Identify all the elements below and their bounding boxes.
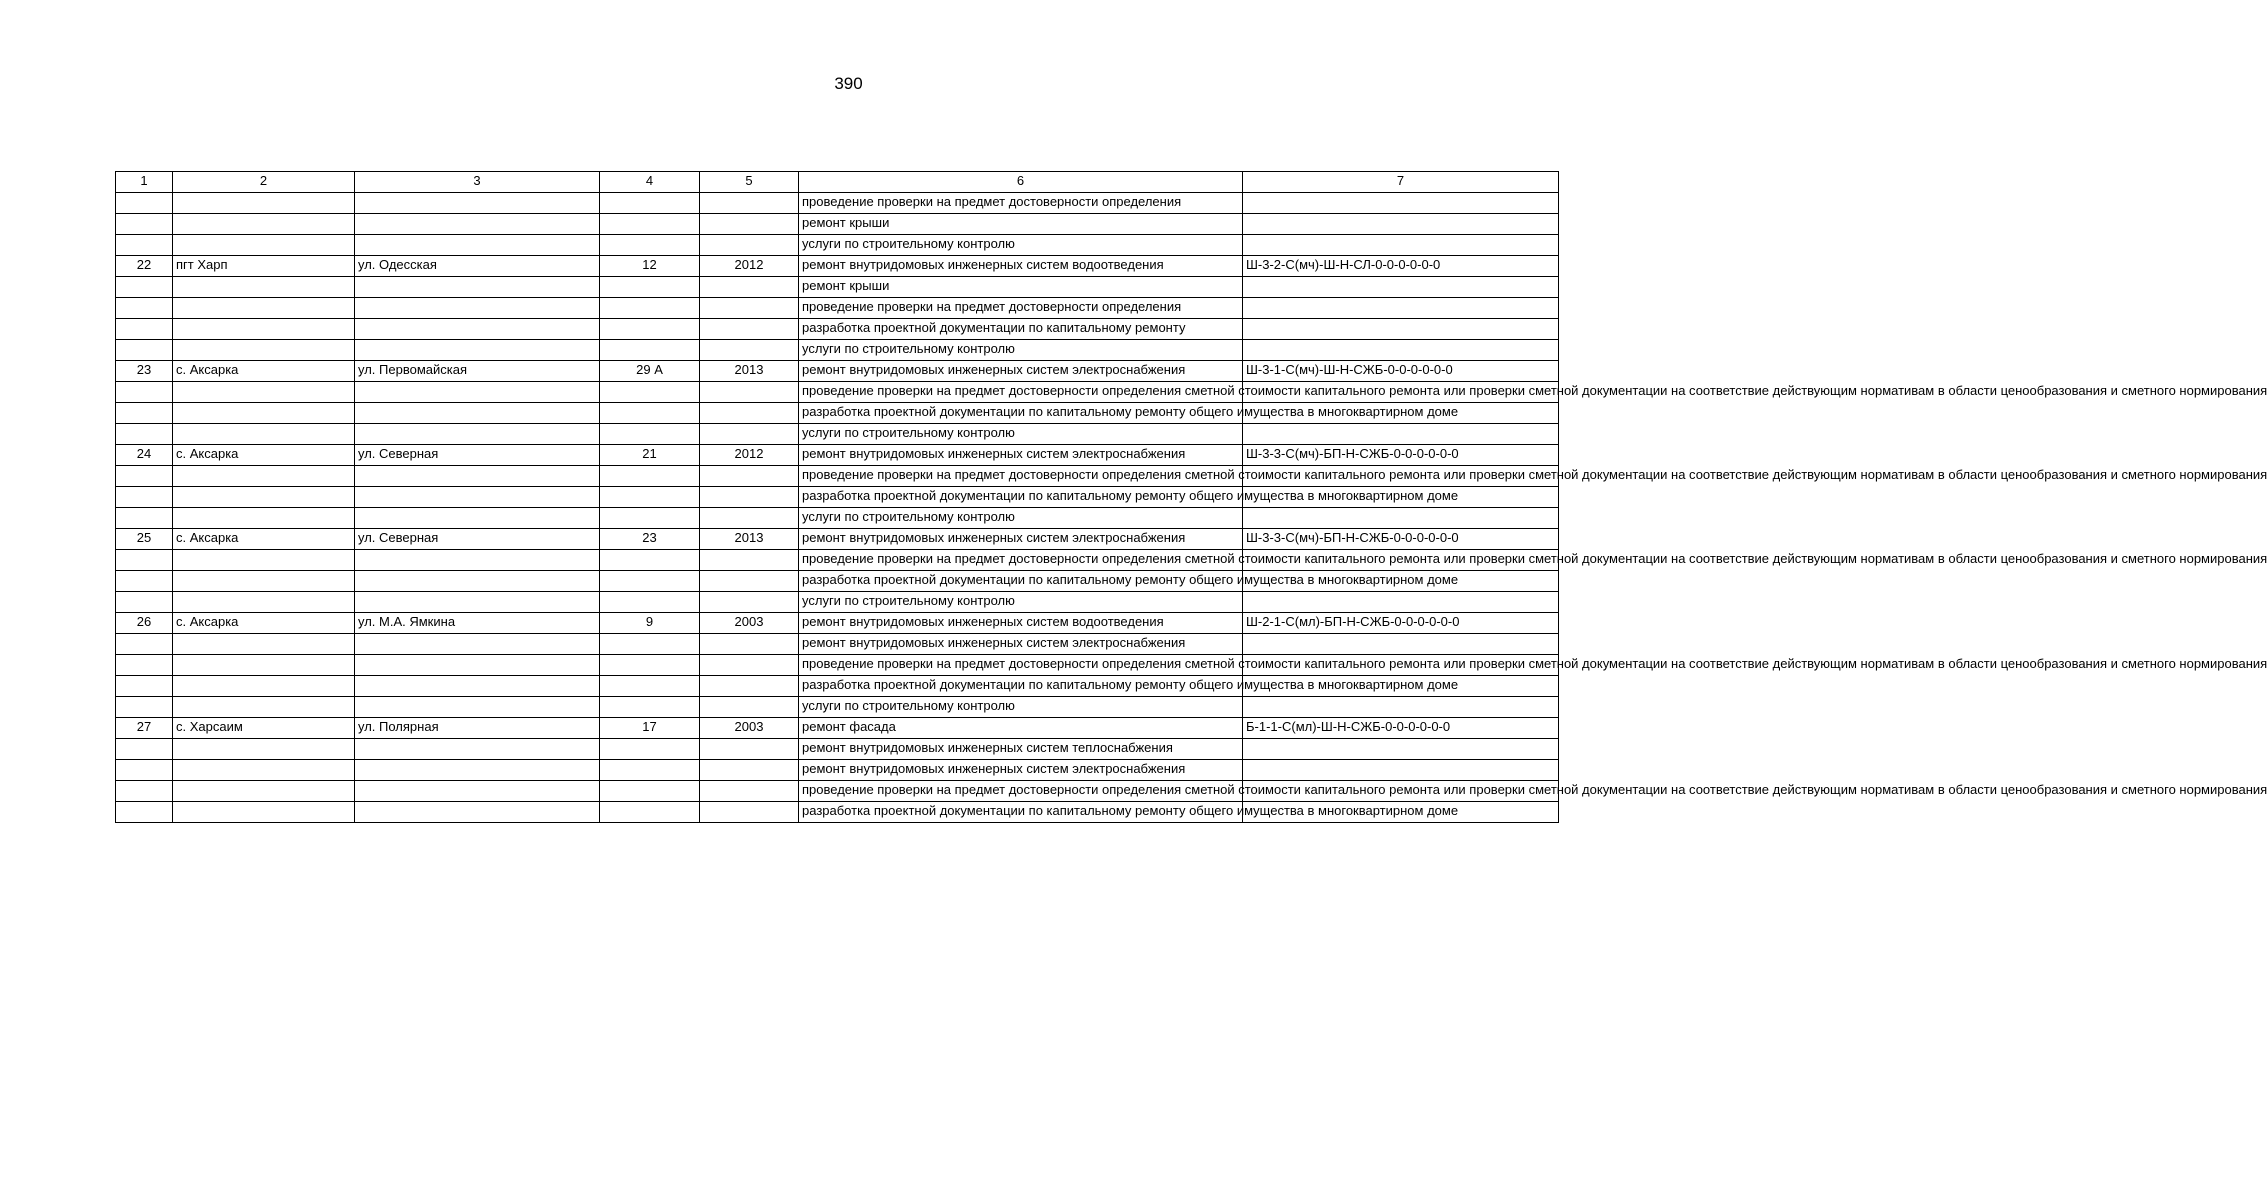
work-type-cell: услуги по строительному контролю bbox=[799, 592, 1243, 613]
code-cell bbox=[1243, 508, 1559, 529]
table-row bbox=[116, 424, 1559, 445]
year-cell bbox=[700, 214, 799, 235]
house-cell bbox=[600, 235, 700, 256]
work-type-cell: разработка проектной документации по капитальному ремонту общего имущества в многоквартирном доме bbox=[799, 403, 1243, 424]
house-cell: 17 bbox=[600, 718, 700, 739]
house-cell bbox=[600, 781, 700, 802]
street-cell bbox=[355, 214, 600, 235]
table-row bbox=[116, 613, 1559, 634]
settlement-cell bbox=[173, 298, 355, 319]
street-cell bbox=[355, 319, 600, 340]
table-row bbox=[116, 340, 1559, 361]
row-number-cell: 26 bbox=[116, 613, 173, 634]
settlement-cell bbox=[173, 634, 355, 655]
code-cell bbox=[1243, 760, 1559, 781]
house-cell bbox=[600, 676, 700, 697]
house-cell bbox=[600, 760, 700, 781]
code-cell: Ш-2-1-С(мл)-БП-Н-СЖБ-0-0-0-0-0-0 bbox=[1243, 613, 1559, 634]
code-cell bbox=[1243, 298, 1559, 319]
settlement-cell bbox=[173, 550, 355, 571]
settlement-cell bbox=[173, 697, 355, 718]
settlement-cell bbox=[173, 655, 355, 676]
row-number-cell bbox=[116, 487, 173, 508]
work-type-cell: ремонт внутридомовых инженерных систем электроснабжения bbox=[799, 361, 1243, 382]
settlement-cell bbox=[173, 571, 355, 592]
settlement-cell bbox=[173, 235, 355, 256]
year-cell bbox=[700, 193, 799, 214]
row-number-cell: 27 bbox=[116, 718, 173, 739]
table-row bbox=[116, 487, 1559, 508]
year-cell bbox=[700, 571, 799, 592]
year-cell: 2012 bbox=[700, 256, 799, 277]
street-cell: ул. Первомайская bbox=[355, 361, 600, 382]
row-number-cell: 22 bbox=[116, 256, 173, 277]
table-row bbox=[116, 634, 1559, 655]
code-cell: Ш-3-2-С(мч)-Ш-Н-СЛ-0-0-0-0-0-0 bbox=[1243, 256, 1559, 277]
row-number-cell bbox=[116, 319, 173, 340]
row-number-cell bbox=[116, 655, 173, 676]
row-number-cell: 25 bbox=[116, 529, 173, 550]
year-cell bbox=[700, 403, 799, 424]
page-number: 390 bbox=[834, 74, 863, 93]
row-number-cell bbox=[116, 424, 173, 445]
code-cell: Ш-3-3-С(мч)-БП-Н-СЖБ-0-0-0-0-0-0 bbox=[1243, 445, 1559, 466]
house-cell bbox=[600, 739, 700, 760]
settlement-cell bbox=[173, 739, 355, 760]
work-type-cell: ремонт внутридомовых инженерных систем электроснабжения bbox=[799, 529, 1243, 550]
header-cell: 4 bbox=[600, 172, 700, 193]
code-cell bbox=[1243, 319, 1559, 340]
house-cell bbox=[600, 193, 700, 214]
year-cell bbox=[700, 802, 799, 823]
house-cell bbox=[600, 403, 700, 424]
work-type-cell: проведение проверки на предмет достоверности определения сметной стоимости капитального ремонта или проверки сметной документации на соответствие действующим нормативам в области ценообразования и сметного нормирования bbox=[799, 382, 1243, 403]
house-cell bbox=[600, 487, 700, 508]
house-cell bbox=[600, 424, 700, 445]
row-number-cell bbox=[116, 277, 173, 298]
code-cell: Ш-3-1-С(мч)-Ш-Н-СЖБ-0-0-0-0-0-0 bbox=[1243, 361, 1559, 382]
table-row bbox=[116, 508, 1559, 529]
year-cell bbox=[700, 340, 799, 361]
year-cell bbox=[700, 235, 799, 256]
settlement-cell bbox=[173, 340, 355, 361]
house-cell bbox=[600, 214, 700, 235]
table-row bbox=[116, 529, 1559, 550]
work-type-cell: проведение проверки на предмет достоверности определения сметной стоимости капитального ремонта или проверки сметной документации на соответствие действующим нормативам в области ценообразования и сметного нормирования bbox=[799, 655, 1243, 676]
row-number-cell bbox=[116, 676, 173, 697]
street-cell: ул. Северная bbox=[355, 445, 600, 466]
street-cell: ул. М.А. Ямкина bbox=[355, 613, 600, 634]
work-type-cell: услуги по строительному контролю bbox=[799, 508, 1243, 529]
settlement-cell: пгт Харп bbox=[173, 256, 355, 277]
table-row bbox=[116, 382, 1559, 403]
work-type-cell: проведение проверки на предмет достоверности определения bbox=[799, 298, 1243, 319]
house-cell bbox=[600, 592, 700, 613]
settlement-cell: с. Аксарка bbox=[173, 529, 355, 550]
row-number-cell bbox=[116, 340, 173, 361]
work-type-cell: ремонт внутридомовых инженерных систем водоотведения bbox=[799, 613, 1243, 634]
house-cell bbox=[600, 298, 700, 319]
table-row bbox=[116, 403, 1559, 424]
year-cell bbox=[700, 487, 799, 508]
street-cell bbox=[355, 466, 600, 487]
settlement-cell: с. Аксарка bbox=[173, 361, 355, 382]
house-cell bbox=[600, 655, 700, 676]
street-cell: ул. Одесская bbox=[355, 256, 600, 277]
row-number-cell bbox=[116, 193, 173, 214]
house-cell: 21 bbox=[600, 445, 700, 466]
street-cell bbox=[355, 487, 600, 508]
work-type-cell: разработка проектной документации по капитальному ремонту общего имущества в многоквартирном доме bbox=[799, 802, 1243, 823]
settlement-cell bbox=[173, 424, 355, 445]
street-cell bbox=[355, 340, 600, 361]
settlement-cell bbox=[173, 676, 355, 697]
settlement-cell bbox=[173, 403, 355, 424]
street-cell bbox=[355, 403, 600, 424]
house-cell bbox=[600, 697, 700, 718]
table-row bbox=[116, 550, 1559, 571]
table-header-row bbox=[116, 172, 1559, 193]
settlement-cell bbox=[173, 277, 355, 298]
year-cell bbox=[700, 676, 799, 697]
year-cell bbox=[700, 592, 799, 613]
header-cell: 5 bbox=[700, 172, 799, 193]
house-cell bbox=[600, 550, 700, 571]
house-cell bbox=[600, 340, 700, 361]
street-cell bbox=[355, 592, 600, 613]
code-cell bbox=[1243, 193, 1559, 214]
year-cell bbox=[700, 466, 799, 487]
year-cell bbox=[700, 550, 799, 571]
street-cell bbox=[355, 298, 600, 319]
year-cell bbox=[700, 634, 799, 655]
work-type-cell: проведение проверки на предмет достоверности определения сметной стоимости капитального ремонта или проверки сметной документации на соответствие действующим нормативам в области ценообразования и сметного нормирования bbox=[799, 466, 1243, 487]
street-cell bbox=[355, 655, 600, 676]
code-cell: Ш-3-3-С(мч)-БП-Н-СЖБ-0-0-0-0-0-0 bbox=[1243, 529, 1559, 550]
settlement-cell bbox=[173, 466, 355, 487]
table-row bbox=[116, 571, 1559, 592]
code-cell bbox=[1243, 697, 1559, 718]
row-number-cell bbox=[116, 571, 173, 592]
row-number-cell bbox=[116, 235, 173, 256]
street-cell bbox=[355, 550, 600, 571]
work-type-cell: ремонт внутридомовых инженерных систем водоотведения bbox=[799, 256, 1243, 277]
year-cell bbox=[700, 739, 799, 760]
house-cell bbox=[600, 571, 700, 592]
work-type-cell: разработка проектной документации по капитальному ремонту общего имущества в многоквартирном доме bbox=[799, 571, 1243, 592]
row-number-cell bbox=[116, 760, 173, 781]
year-cell: 2003 bbox=[700, 718, 799, 739]
row-number-cell: 24 bbox=[116, 445, 173, 466]
settlement-cell bbox=[173, 781, 355, 802]
year-cell: 2012 bbox=[700, 445, 799, 466]
code-cell: Б-1-1-С(мл)-Ш-Н-СЖБ-0-0-0-0-0-0 bbox=[1243, 718, 1559, 739]
house-cell bbox=[600, 277, 700, 298]
work-type-cell: разработка проектной документации по капитальному ремонту общего имущества в многоквартирном доме bbox=[799, 676, 1243, 697]
work-type-cell: услуги по строительному контролю bbox=[799, 697, 1243, 718]
work-type-cell: проведение проверки на предмет достоверности определения сметной стоимости капитального ремонта или проверки сметной документации на соответствие действующим нормативам в области ценообразования и сметного нормирования bbox=[799, 781, 1243, 802]
row-number-cell bbox=[116, 466, 173, 487]
table-row bbox=[116, 214, 1559, 235]
table-row bbox=[116, 235, 1559, 256]
year-cell bbox=[700, 781, 799, 802]
row-number-cell: 23 bbox=[116, 361, 173, 382]
work-type-cell: проведение проверки на предмет достоверности определения сметной стоимости капитального ремонта или проверки сметной документации на соответствие действующим нормативам в области ценообразования и сметного нормирования bbox=[799, 550, 1243, 571]
table-row bbox=[116, 739, 1559, 760]
street-cell bbox=[355, 424, 600, 445]
house-cell bbox=[600, 508, 700, 529]
table-row bbox=[116, 760, 1559, 781]
house-cell: 23 bbox=[600, 529, 700, 550]
settlement-cell bbox=[173, 193, 355, 214]
works-table bbox=[115, 171, 2267, 823]
work-type-cell: услуги по строительному контролю bbox=[799, 340, 1243, 361]
work-type-cell: ремонт внутридомовых инженерных систем электроснабжения bbox=[799, 760, 1243, 781]
settlement-cell bbox=[173, 802, 355, 823]
street-cell bbox=[355, 235, 600, 256]
row-number-cell bbox=[116, 382, 173, 403]
year-cell: 2003 bbox=[700, 613, 799, 634]
street-cell bbox=[355, 697, 600, 718]
year-cell bbox=[700, 424, 799, 445]
work-type-cell: разработка проектной документации по капитальному ремонту общего имущества в многоквартирном доме bbox=[799, 487, 1243, 508]
house-cell: 9 bbox=[600, 613, 700, 634]
table-row bbox=[116, 466, 1559, 487]
house-cell bbox=[600, 802, 700, 823]
work-type-cell: услуги по строительному контролю bbox=[799, 424, 1243, 445]
row-number-cell bbox=[116, 403, 173, 424]
header-cell: 3 bbox=[355, 172, 600, 193]
code-cell bbox=[1243, 340, 1559, 361]
table-row bbox=[116, 277, 1559, 298]
row-number-cell bbox=[116, 697, 173, 718]
year-cell bbox=[700, 655, 799, 676]
house-cell bbox=[600, 382, 700, 403]
street-cell bbox=[355, 802, 600, 823]
settlement-cell bbox=[173, 508, 355, 529]
settlement-cell bbox=[173, 214, 355, 235]
year-cell bbox=[700, 508, 799, 529]
table-body bbox=[116, 172, 2267, 823]
row-number-cell bbox=[116, 634, 173, 655]
work-type-cell: ремонт крыши bbox=[799, 214, 1243, 235]
street-cell: ул. Полярная bbox=[355, 718, 600, 739]
street-cell bbox=[355, 739, 600, 760]
row-number-cell bbox=[116, 592, 173, 613]
settlement-cell bbox=[173, 319, 355, 340]
code-cell bbox=[1243, 739, 1559, 760]
work-type-cell: услуги по строительному контролю bbox=[799, 235, 1243, 256]
work-type-cell: разработка проектной документации по капитальному ремонту bbox=[799, 319, 1243, 340]
street-cell bbox=[355, 634, 600, 655]
row-number-cell bbox=[116, 214, 173, 235]
work-type-cell: ремонт внутридомовых инженерных систем теплоснабжения bbox=[799, 739, 1243, 760]
table-row bbox=[116, 676, 1559, 697]
work-type-cell: ремонт фасада bbox=[799, 718, 1243, 739]
settlement-cell: с. Аксарка bbox=[173, 613, 355, 634]
table-row bbox=[116, 802, 1559, 823]
table-row bbox=[116, 718, 1559, 739]
settlement-cell bbox=[173, 592, 355, 613]
table-row bbox=[116, 781, 1559, 802]
settlement-cell bbox=[173, 760, 355, 781]
code-cell bbox=[1243, 235, 1559, 256]
table-row bbox=[116, 445, 1559, 466]
street-cell bbox=[355, 193, 600, 214]
house-cell bbox=[600, 319, 700, 340]
year-cell: 2013 bbox=[700, 361, 799, 382]
table-row bbox=[116, 655, 1559, 676]
table-row bbox=[116, 592, 1559, 613]
header-cell: 7 bbox=[1243, 172, 1559, 193]
street-cell bbox=[355, 508, 600, 529]
year-cell bbox=[700, 382, 799, 403]
settlement-cell bbox=[173, 487, 355, 508]
row-number-cell bbox=[116, 802, 173, 823]
table-row bbox=[116, 319, 1559, 340]
table-row bbox=[116, 697, 1559, 718]
house-cell: 29 А bbox=[600, 361, 700, 382]
street-cell bbox=[355, 676, 600, 697]
house-cell bbox=[600, 466, 700, 487]
work-type-cell: ремонт крыши bbox=[799, 277, 1243, 298]
row-number-cell bbox=[116, 298, 173, 319]
row-number-cell bbox=[116, 508, 173, 529]
row-number-cell bbox=[116, 550, 173, 571]
street-cell bbox=[355, 571, 600, 592]
table-row bbox=[116, 256, 1559, 277]
work-type-cell: ремонт внутридомовых инженерных систем электроснабжения bbox=[799, 634, 1243, 655]
year-cell bbox=[700, 697, 799, 718]
work-type-cell: ремонт внутридомовых инженерных систем электроснабжения bbox=[799, 445, 1243, 466]
table-row bbox=[116, 193, 1559, 214]
house-cell: 12 bbox=[600, 256, 700, 277]
settlement-cell bbox=[173, 382, 355, 403]
code-cell bbox=[1243, 424, 1559, 445]
street-cell: ул. Северная bbox=[355, 529, 600, 550]
code-cell bbox=[1243, 592, 1559, 613]
street-cell bbox=[355, 382, 600, 403]
code-cell bbox=[1243, 634, 1559, 655]
row-number-cell bbox=[116, 781, 173, 802]
table-row bbox=[116, 361, 1559, 382]
street-cell bbox=[355, 760, 600, 781]
code-cell bbox=[1243, 214, 1559, 235]
street-cell bbox=[355, 781, 600, 802]
work-type-cell: проведение проверки на предмет достоверности определения bbox=[799, 193, 1243, 214]
year-cell bbox=[700, 298, 799, 319]
row-number-cell bbox=[116, 739, 173, 760]
header-cell: 2 bbox=[173, 172, 355, 193]
year-cell bbox=[700, 760, 799, 781]
year-cell: 2013 bbox=[700, 529, 799, 550]
settlement-cell: с. Аксарка bbox=[173, 445, 355, 466]
house-cell bbox=[600, 634, 700, 655]
settlement-cell: с. Харсаим bbox=[173, 718, 355, 739]
code-cell bbox=[1243, 277, 1559, 298]
year-cell bbox=[700, 319, 799, 340]
year-cell bbox=[700, 277, 799, 298]
header-cell: 1 bbox=[116, 172, 173, 193]
street-cell bbox=[355, 277, 600, 298]
table-row bbox=[116, 298, 1559, 319]
header-cell: 6 bbox=[799, 172, 1243, 193]
